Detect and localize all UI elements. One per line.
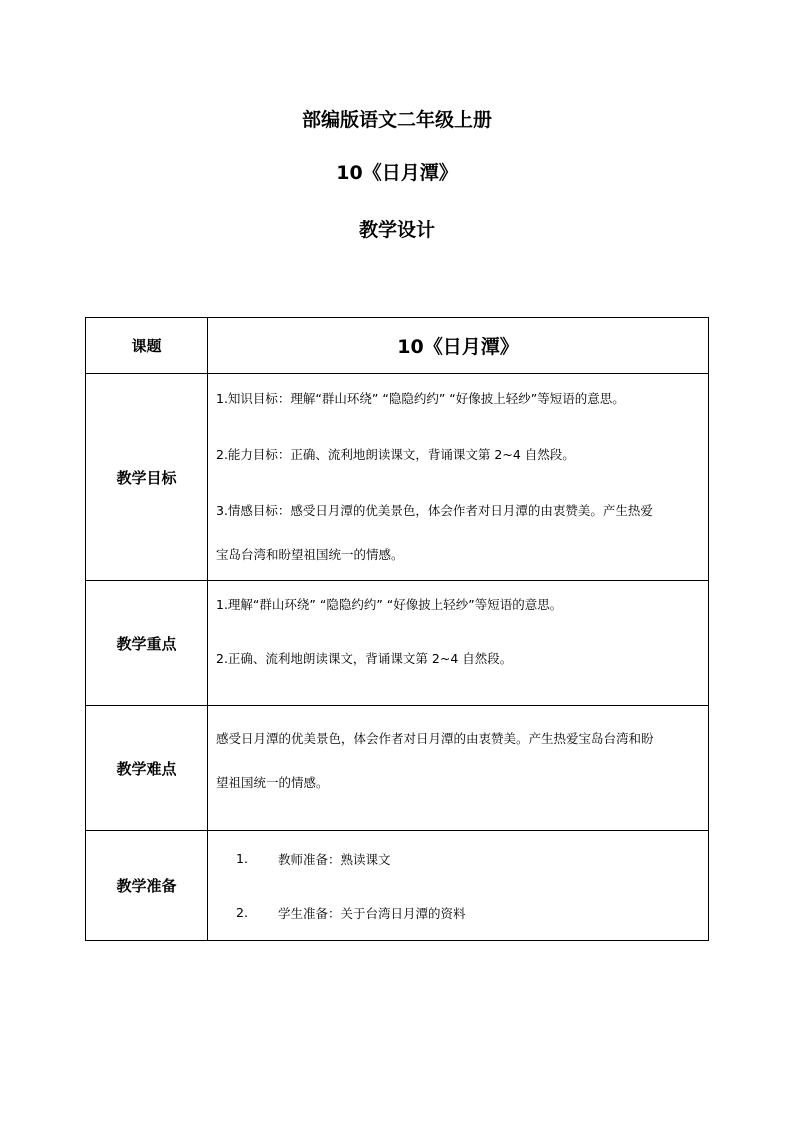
- list-number: 1.: [236, 851, 248, 866]
- table-row: [86, 831, 709, 941]
- key-points-cell: [208, 581, 709, 706]
- goal-line: 2.能力目标：正确、流利地朗读课文，背诵课文第 2~4 自然段。: [216, 447, 575, 462]
- goals-cell: [208, 374, 709, 581]
- list-item: [208, 849, 708, 869]
- difficulty-cell: [208, 706, 709, 831]
- goal-line: 宝岛台湾和盼望祖国统一的情感。: [216, 547, 404, 562]
- topic-value: 10《日月潭》: [397, 336, 519, 358]
- difficulty-label: 教学难点: [86, 706, 208, 831]
- table-row: [86, 374, 709, 581]
- document-subtitle: 教学设计: [358, 219, 435, 241]
- goal-line: 1.知识目标：理解“群山环绕” “隐隐约约” “好像披上轻纱”等短语的意思。: [216, 391, 625, 406]
- list-item: [208, 903, 708, 923]
- document-title: 部编版语文二年级上册: [301, 109, 492, 131]
- lesson-title: 10《日月潭》: [336, 162, 458, 184]
- key-points-label: 教学重点: [86, 581, 208, 706]
- lesson-plan-table: [85, 317, 709, 941]
- table-row: [86, 318, 709, 374]
- preparation-label: 教学准备: [86, 831, 208, 941]
- list-text: 教师准备：熟读课文: [278, 851, 391, 867]
- list-number: 2.: [236, 905, 248, 920]
- table-row: [86, 706, 709, 831]
- key-point-line: 1.理解“群山环绕” “隐隐约约” “好像披上轻纱”等短语的意思。: [216, 597, 563, 612]
- difficulty-line: 感受日月潭的优美景色，体会作者对日月潭的由衷赞美。产生热爱宝岛台湾和盼: [216, 731, 654, 746]
- goal-line: 3.情感目标：感受日月潭的优美景色，体会作者对日月潭的由衷赞美。产生热爱: [216, 503, 653, 518]
- difficulty-line: 望祖国统一的情感。: [216, 775, 329, 790]
- goals-label: 教学目标: [86, 374, 208, 581]
- list-text: 学生准备：关于台湾日月潭的资料: [278, 905, 466, 921]
- key-point-line: 2.正确、流利地朗读课文，背诵课文第 2~4 自然段。: [216, 651, 513, 666]
- preparation-cell: [208, 831, 709, 941]
- topic-label: 课题: [86, 318, 208, 374]
- table-row: [86, 581, 709, 706]
